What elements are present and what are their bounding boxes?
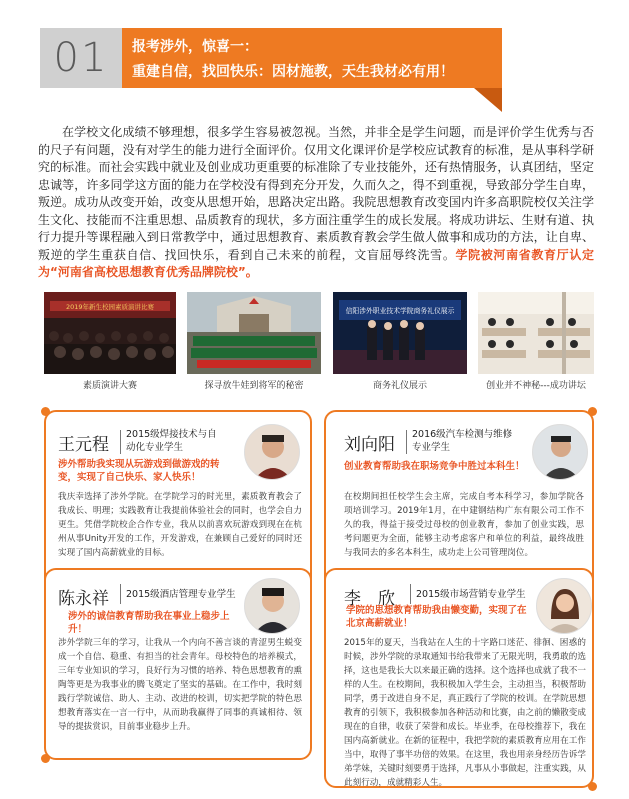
divider [406, 430, 407, 454]
photo-banner-text: 2019年新生校园素质演讲比赛 [65, 303, 155, 311]
photo-caption: 探寻放牛娃到将军的秘密 [204, 381, 304, 391]
intro-highlight: 学院被河南省教育厅认定为“河南省高校思想教育优秀品牌院校”。 [38, 247, 594, 279]
student-name: 刘向阳 [344, 435, 395, 455]
intro-paragraph [38, 124, 594, 282]
student-story: 2015年的夏天，当我站在人生的十字路口迷茫、徘徊、困惑的时候，涉外学院的录取通知书给我带来了无限光明，我勇敢的选择，这也是我长大以来最正确的选择。这个选择也成就了我不一样的人生。在校期间，我积极加入学生会，主动担当，积极帮助同学，勇于改进自身不足，真正践行了学院的校训。在学院思想教育的引领下，我积极参加各种活动和比赛，由之前的懒散变成现在的自律，收获了荣誉和成长。毕业季，在母校推荐下，我在国内高新就业。在新的征程中，我把学院的素质教育应用在工作当中，取得了事半功倍的效果。在这里，我也用亲身经历告诉学弟学妹，关键时刻要勇于选择，凡事从小事做起，注重实践，从此刻行动，成就精彩人生。 [344, 638, 586, 788]
intro-text: 在学校文化成绩不够理想，很多学生容易被忽视。当然，并非全是学生问题，而是评价学生优秀与否的尺子有问题，没有对学生的能力进行全面评价。仅用文化课评价是学校应试教育的标准，是从事科学研究的标准。而社会实践中就业及创业成功更重要的标准除了专业技能外，还有热情服务，认真团结，坚定忠诚等，许多同学这方面的能力在学校没有得到充分开发，久而久之，得不到重视，导致部分学生自卑，叛逆。成功从改变开始，改变从思想开始，思路决定出路。我院思想教育改变国内许多高职院校仅关注学生文化、技能而不注重思想、品质教育的现状，多方面注重学生的成长发展。将成功讲坛、生财有道、执行力提升等课程融入到日常教学中，通过思想教育、素质教育教会学生做人做事和成功的方法，让自卑、叛逆的学生重获自信、找回快乐，看到自己未来的前程，文盲屈辱终洗雪。 [38, 125, 594, 262]
photo-success-forum [478, 292, 594, 374]
student-avatar [536, 578, 592, 634]
corner-dot [41, 754, 50, 763]
student-story: 在校期间担任校学生会主席，完成自考本科学习，参加学院各项培训学习。2019年1月，在中建钢结构广东有限公司工作不久的我，得益于接受过母校的创业教育，参加了创业实践，思考问题更为全面，能够主动考虑客户和单位的利益，最终战胜与我同去的多名本科生，成功走上公司管理岗位。 [344, 492, 584, 558]
student-name: 李 欣 [344, 589, 395, 609]
photo-caption: 商务礼仪展示 [372, 381, 427, 391]
student-slogan: 学院的思想教育帮助我由懒变勤，实现了在北京高薪就业！ [346, 605, 527, 629]
student-major: 2016级汽车检测与维修专业学生 [412, 429, 513, 453]
student-name: 陈永祥 [58, 589, 109, 609]
student-slogan: 涉外的诚信教育帮助我在事业上稳步上升！ [68, 611, 230, 635]
student-card [44, 568, 312, 760]
photo-business-etiquette [333, 292, 467, 374]
photo-general-secret [187, 292, 321, 374]
student-major: 2015级焊接技术与自动化专业学生 [126, 429, 217, 453]
student-major: 2015级市场营销专业学生 [416, 589, 526, 600]
student-card [44, 410, 312, 590]
student-story: 我庆幸选择了涉外学院。在学院学习的时光里，素质教育教会了我成长、明理；实践教育让我提前体验社会的同时，也学会自力更生。凭借学院校企合作专业，我从以前喜欢玩游戏到现在在杭州从事Unity开发的工作，开发游戏，在兼顾自己爱好的同时还实现了国内高薪就业的目标。 [58, 492, 302, 558]
student-name: 王元程 [58, 435, 109, 455]
student-slogan: 涉外帮助我实现从玩游戏到做游戏的转变，实现了自己快乐、家人快乐！ [58, 459, 220, 483]
student-avatar [244, 578, 300, 634]
photo-caption: 素质演讲大赛 [82, 381, 137, 391]
student-major: 2015级酒店管理专业学生 [126, 589, 236, 600]
divider [120, 584, 121, 604]
banner-fold [474, 88, 502, 112]
student-avatar [532, 424, 588, 480]
section-title-line2: 重建自信，找回快乐：因材施教，天生我材必有用！ [132, 64, 454, 80]
corner-dot [41, 407, 50, 416]
photo-caption: 创业并不神秘---成功讲坛 [486, 381, 586, 391]
divider [120, 430, 121, 454]
photo-speech-contest [44, 292, 176, 374]
student-card [324, 568, 594, 788]
corner-dot [588, 782, 597, 791]
student-avatar [244, 424, 300, 480]
section-number: 01 [53, 35, 109, 81]
corner-dot [588, 407, 597, 416]
student-story: 涉外学院三年的学习，让我从一个内向不善言谈的青涩男生蜕变成一个自信、稳重、有担当的社会青年。母校特色的培养模式，三年专业知识的学习，良好行为习惯的培养、特色思想教育的熏陶等更是为我事业的腾飞奠定了坚实的基础。在工作中，我时刻践行学院诚信、助人、主动、改进的校训，切实把学院的特色思想教育落实在一言一行中，从而助我赢得了同事的真诚相待、领导的提拔赏识，目前事业稳步上升。 [58, 638, 302, 732]
section-title-line1: 报考涉外，惊喜一： [132, 39, 258, 55]
student-card [324, 410, 594, 590]
divider [410, 584, 411, 604]
photo-banner-text: 信阳涉外职业技术学院商务礼仪展示 [345, 307, 455, 315]
student-slogan: 创业教育帮助我在职场竞争中胜过本科生！ [344, 461, 525, 472]
